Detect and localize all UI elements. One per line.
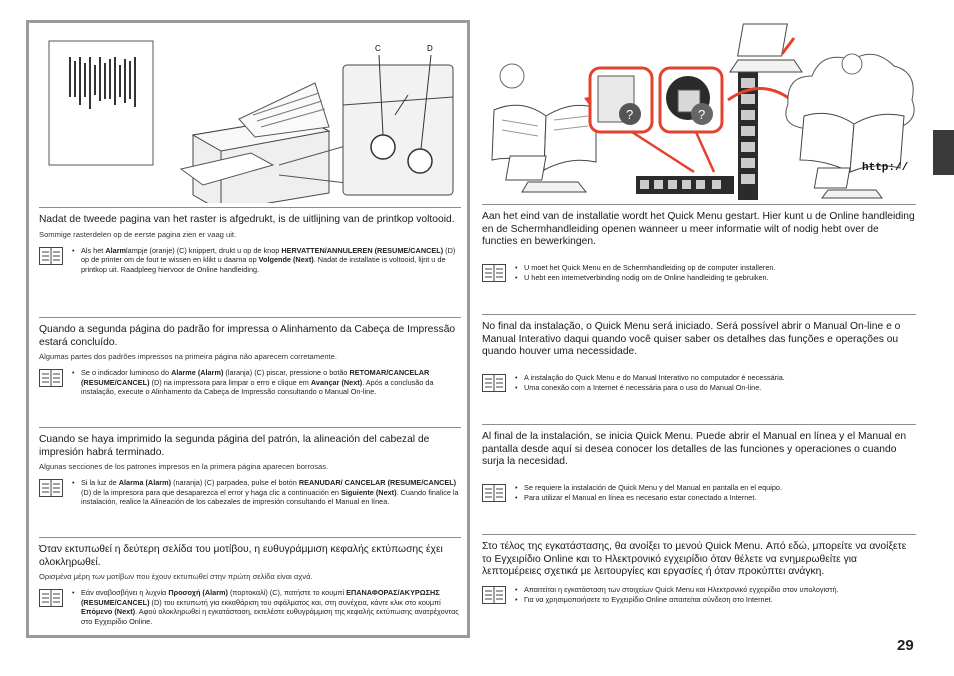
note-item: • Se requiere la instalación de Quick Menu y del Manual en pantalla en el equipo. (514, 483, 916, 493)
note-icon (482, 586, 508, 604)
divider (482, 424, 916, 425)
section-subtext: Algumas partes dos padrões impressos na primeira página não aparecem corretamente. (39, 352, 337, 361)
url-label: http:// (862, 162, 909, 174)
note-item: • Para utilizar el Manual en línea es necesario estar conectado a Internet. (514, 493, 916, 503)
note-item: • Για να χρησιμοποιήσετε το Εγχειρίδιο Online απαιτείται σύνδεση στο Internet. (514, 595, 916, 605)
section-dutch (482, 204, 916, 284)
note-block (39, 368, 461, 398)
note-icon (39, 589, 65, 607)
page-number: 29 (897, 637, 914, 654)
printer-illustration (43, 35, 463, 203)
svg-text:?: ? (698, 107, 706, 122)
label-d: D (427, 44, 433, 53)
note-icon (39, 479, 65, 497)
divider (482, 204, 916, 205)
section-heading: Όταν εκτυπωθεί η δεύτερη σελίδα του μοτίβου, η ευθυγράμμιση κεφαλής εκτύπωσης έχει ολοκληρωθεί. (39, 544, 443, 568)
section-subtext: Ορισμένα μέρη των μοτίβων που έχουν εκτυπωθεί στην πρώτη σελίδα είναι αχνά. (39, 572, 313, 581)
section-heading: Aan het eind van de installatie wordt het Quick Menu gestart. Hier kunt u de Online handleiding en de Schermhandleiding openen wanneer u meer informatie wilt of nodig hebt over de functies en bewerkingen. (482, 211, 915, 247)
note-item: • Εάν αναβοσβήνει η λυχνία Προσοχή (Alarm) (πορτοκαλί) (C), πατήστε το κουμπί ΕΠΑΝΑΦΟΡΑΣ/ΑΚΥΡΩΣΗΣ (RESUME/CANCEL) (D) του εκτυπωτή για εκκαθάριση του σφάλματος και, στη συνέχεια, κάντε κλικ στο κουμπί Επόμενο (Next). Αφού ολοκληρωθεί η εγκατάσταση, εκτελέστε ευθυγράμμιση της κεφαλής εκτύπωσης ανατρέχοντας στο Εγχειρίδιο Online. (71, 588, 461, 626)
note-item: • Απαιτείται η εγκατάσταση των στοιχείων Quick Menu και Ηλεκτρονικό εγχειρίδιο στον υπολογιστή. (514, 585, 916, 595)
section-heading: Nadat de tweede pagina van het raster is afgedrukt, is de uitlijning van de printkop voltooid. (39, 214, 455, 225)
note-icon (482, 374, 508, 392)
note-item: • U hebt een internetverbinding nodig om de Online handleiding te gebruiken. (514, 273, 916, 283)
section-subtext: Sommige rasterdelen op de eerste pagina zien er vaag uit. (39, 229, 237, 239)
divider (482, 534, 916, 535)
right-panel (478, 20, 922, 638)
note-block (482, 483, 916, 504)
note-block (482, 263, 916, 284)
note-icon (39, 247, 65, 265)
section-greek (39, 537, 461, 627)
note-item: • Se o indicador luminoso do Alarme (Alarm) (laranja) (C) piscar, pressione o botão RETOMAR/CANCELAR (RESUME/CANCEL) (D) na impressora para limpar o erro e clique em Avançar (Next). Após a conclusão da instalação, execute o Alinhamento da Cabeça de Impressão consultando o Manual On-line. (71, 368, 461, 397)
note-item: • A instalação do Quick Menu e do Manual Interativo no computador é necessária. (514, 373, 916, 383)
left-panel (26, 20, 470, 638)
note-block (39, 478, 461, 508)
divider (482, 314, 916, 315)
section-tab-marker (933, 130, 954, 175)
note-item: • Als het Alarmlampje (oranje) (C) knippert, drukt u op de knop HERVATTEN/ANNULEREN (RESUME/CANCEL) (D) op de printer om de fout te wissen en klikt u daarna op Volgende (Next). Nadat de installatie is voltooid, lijnt u de printkop uit. Raadpleeg hiervoor de Online handleiding. (71, 246, 461, 275)
section-heading: Al final de la instalación, se inicia Quick Menu. Puede abrir el Manual en línea y el Manual en pantalla desde aquí si desea conocer los detalles de las funciones y operaciones o cuando surja la necesidad. (482, 431, 907, 467)
quick-menu-illustration (482, 20, 920, 200)
note-icon (482, 264, 508, 282)
divider (39, 427, 461, 428)
note-block (39, 246, 461, 276)
section-portuguese (39, 317, 461, 398)
divider (39, 537, 461, 538)
note-item: • U moet het Quick Menu en de Schermhandleiding op de computer installeren. (514, 263, 916, 273)
divider (39, 317, 461, 318)
section-subtext: Algunas secciones de los patrones impresos en la primera página aparecen borrosas. (39, 462, 329, 471)
section-heading: Cuando se haya imprimido la segunda página del patrón, la alineación del cabezal de impresión habrá terminado. (39, 434, 430, 458)
section-dutch (39, 207, 461, 275)
note-item: • Uma conexão com a Internet é necessária para o uso do Manual On-line. (514, 383, 916, 393)
note-block (39, 588, 461, 627)
note-item: • Si la luz de Alarma (Alarm) (naranja) (C) parpadea, pulse el botón REANUDAR/ CANCELAR (RESUME/CANCEL) (D) de la impresora para que desaparezca el error y haga clic a continuación en Siguiente (Next). Cuando finalice la instalación, realice la Alineación de los cabezales de impresión consultando el Manual en línea. (71, 478, 461, 507)
section-greek (482, 534, 916, 606)
note-block (482, 373, 916, 394)
divider (39, 207, 461, 208)
section-spanish (482, 424, 916, 504)
note-icon (482, 484, 508, 502)
section-heading: Στο τέλος της εγκατάστασης, θα ανοίξει το μενού Quick Menu. Από εδώ, μπορείτε να ανοίξετε το Εγχειρίδιο Online και το Ηλεκτρονικό εγχειρίδιο όταν θέλετε να ενημερωθείτε για λεπτομέρειες σχετικά με λειτουργίες και εργασίες ή όταν προκύπτει ανάγκη. (482, 541, 907, 577)
section-spanish (39, 427, 461, 508)
note-icon (39, 369, 65, 387)
svg-text:?: ? (626, 107, 634, 122)
note-block (482, 585, 916, 606)
section-portuguese (482, 314, 916, 394)
onscreen-manual-book-icon (492, 64, 596, 170)
section-heading: Quando a segunda página do padrão for impressa o Alinhamento da Cabeça de Impressão estará concluído. (39, 324, 456, 348)
section-heading: No final da instalação, o Quick Menu será iniciado. Será possível abrir o Manual On-line e o Manual Interativo daqui quando você quiser saber os detalhes das funções e operações ou quando houver uma necessidade. (482, 321, 901, 357)
label-c: C (375, 44, 381, 53)
